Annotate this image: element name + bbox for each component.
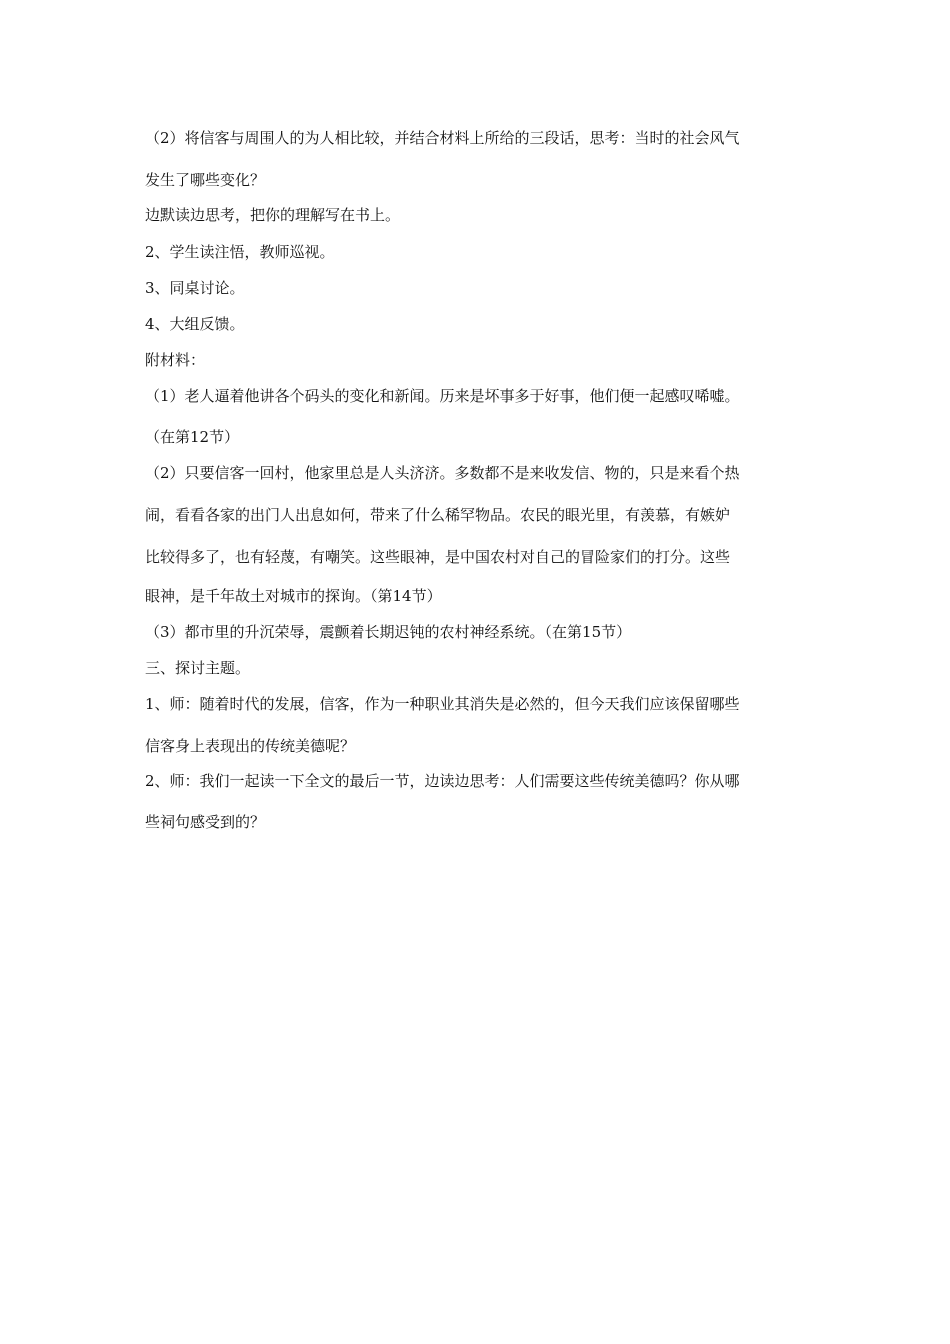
discussion-2-line-2: 些祠句感受到的？ (145, 813, 266, 831)
material-3-line: （3）都市里的升沉荣辱，震颤着长期迟钝的农村神经系统。（在第15节） (145, 623, 632, 641)
appendix-heading: 附材料： (145, 351, 206, 369)
material-2-line-1: （2）只要信客一回村，他家里总是人头济济。多数都不是来收发信、物的，只是来看个热 (145, 464, 740, 482)
material-2-line-3: 比较得多了，也有轻蔑，有嘲笑。这些眼神，是中国农村对自己的冒险家们的打分。这些 (145, 548, 731, 566)
material-2-line-2: 闹，看看各家的出门人出息如何，带来了什么稀罕物品。农民的眼光里，有羡慕，有嫉妒 (145, 506, 731, 524)
discussion-1-line-2: 信客身上表现出的传统美德呢？ (145, 737, 356, 755)
question-2-line-2: 发生了哪些变化？ (145, 171, 266, 189)
step-2-line: 2、学生读注悟，教师巡视。 (145, 243, 335, 261)
material-2-line-4: 眼神，是千年故土对城市的探询。（第14节） (145, 587, 442, 605)
material-1-line-1: （1）老人逼着他讲各个码头的变化和新闻。历来是坏事多于好事，他们便一起感叹唏嘘。 (145, 387, 740, 405)
material-1-line-2: （在第12节） (145, 428, 240, 446)
step-4-line: 4、大组反馈。 (145, 315, 245, 333)
discussion-1-line-1: 1、师：随着时代的发展，信客，作为一种职业其消失是必然的，但今天我们应该保留哪些 (145, 695, 740, 713)
step-3-line: 3、同桌讨论。 (145, 279, 245, 297)
instruction-line: 边默读边思考，把你的理解写在书上。 (145, 206, 401, 224)
section-3-heading: 三、探讨主题。 (145, 659, 251, 677)
question-2-line-1: （2）将信客与周围人的为人相比较，并结合材料上所给的三段话，思考：当时的社会风气 (145, 129, 740, 147)
discussion-2-line-1: 2、师：我们一起读一下全文的最后一节，边读边思考：人们需要这些传统美德吗？你从哪 (145, 772, 740, 790)
